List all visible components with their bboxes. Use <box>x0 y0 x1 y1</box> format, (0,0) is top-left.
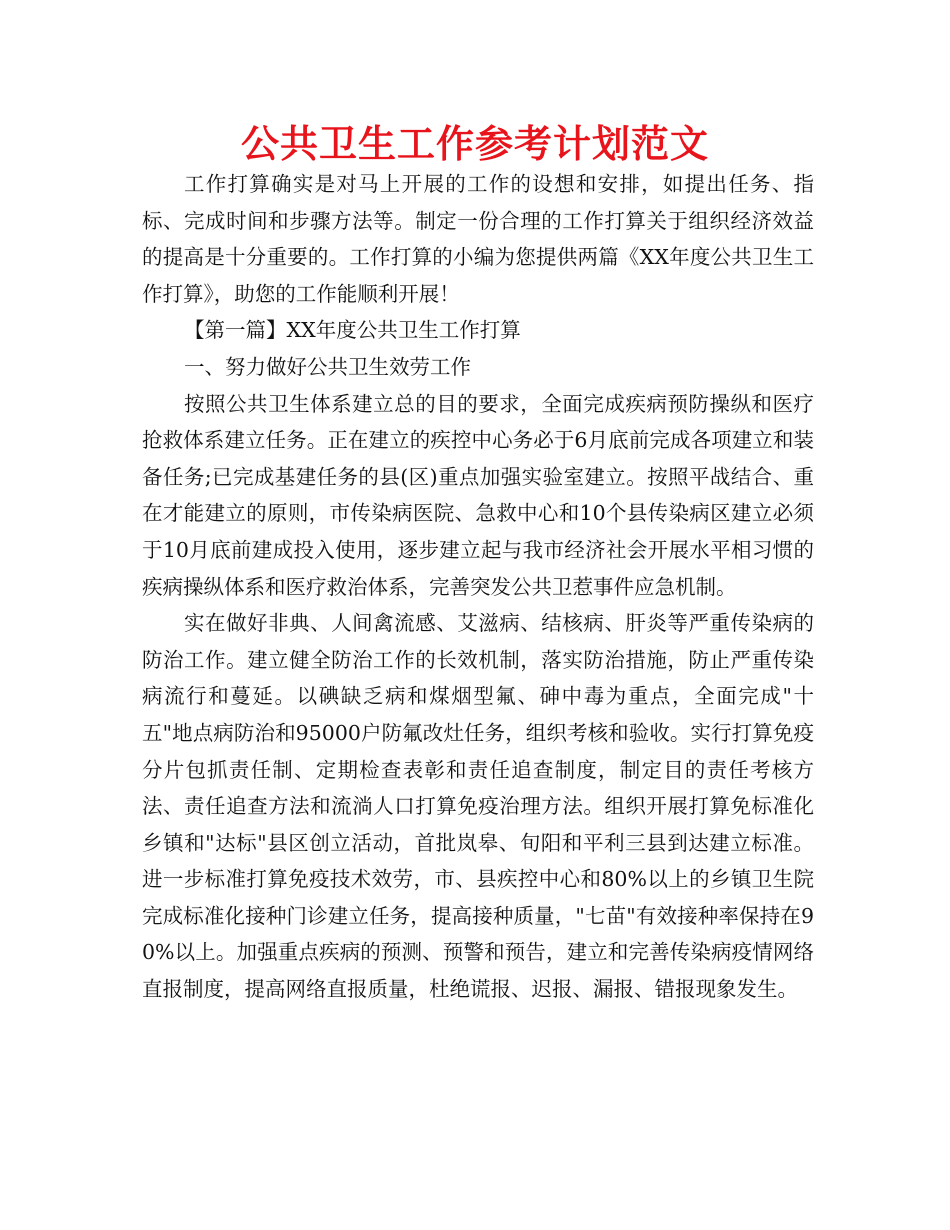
document-title: 公共卫生工作参考计划范文 <box>240 122 709 166</box>
intro-paragraph: 工作打算确实是对马上开展的工作的设想和安排，如提出任务、指标、完成时间和步骤方法等。制定一份合理的工作打算关于组织经济效益的提高是十分重要的。工作打算的小编为您提供两篇《XX年度公共卫生工作打算》，助您的工作能顺利开展！ <box>142 172 814 306</box>
section-heading-public-health-service: 一、努力做好公共卫生效劳工作 <box>184 354 471 379</box>
body-paragraph-system-construction: 按照公共卫生体系建立总的目的要求，全面完成疾病预防操纵和医疗抢救体系建立任务。正在建立的疾控中心务必于6月底前完成各项建立和装备任务;已完成基建任务的县(区)重点加强实验室建立。按照平战结合、重在才能建立的原则，市传染病医院、急救中心和10个县传染病区建立必须于10月底前建成投入使用，逐步建立起与我市经济社会开展水平相习惯的疾病操纵体系和医疗救治体系，完善突发公共卫惹事件应急机制。 <box>142 391 814 599</box>
section-heading-first-article: 【第一篇】XX年度公共卫生工作打算 <box>184 318 521 343</box>
body-paragraph-disease-control: 实在做好非典、人间禽流感、艾滋病、结核病、肝炎等严重传染病的防治工作。建立健全防治工作的长效机制，落实防治措施，防止严重传染病流行和蔓延。以碘缺乏病和煤烟型氟、砷中毒为重点，全面完成"十五"地点病防治和95000户防氟改灶任务，组织考核和验收。实行打算免疫分片包抓责任制、定期检查表彰和责任追查制度，制定目的责任考核方法、责任追查方法和流淌人口打算免疫治理方法。组织开展打算免标准化乡镇和"达标"县区创立活动，首批岚皋、旬阳和平利三县到达建立标准。进一步标准打算免疫技术效劳，市、县疾控中心和80%以上的乡镇卫生院完成标准化接种门诊建立任务，提高接种质量，"七苗"有效接种率保持在90%以上。加强重点疾病的预测、预警和预告，建立和完善传染病疫情网络直报制度，提高网络直报质量，杜绝谎报、迟报、漏报、错报现象发生。 <box>142 611 814 1002</box>
document-body <box>142 166 814 1008</box>
